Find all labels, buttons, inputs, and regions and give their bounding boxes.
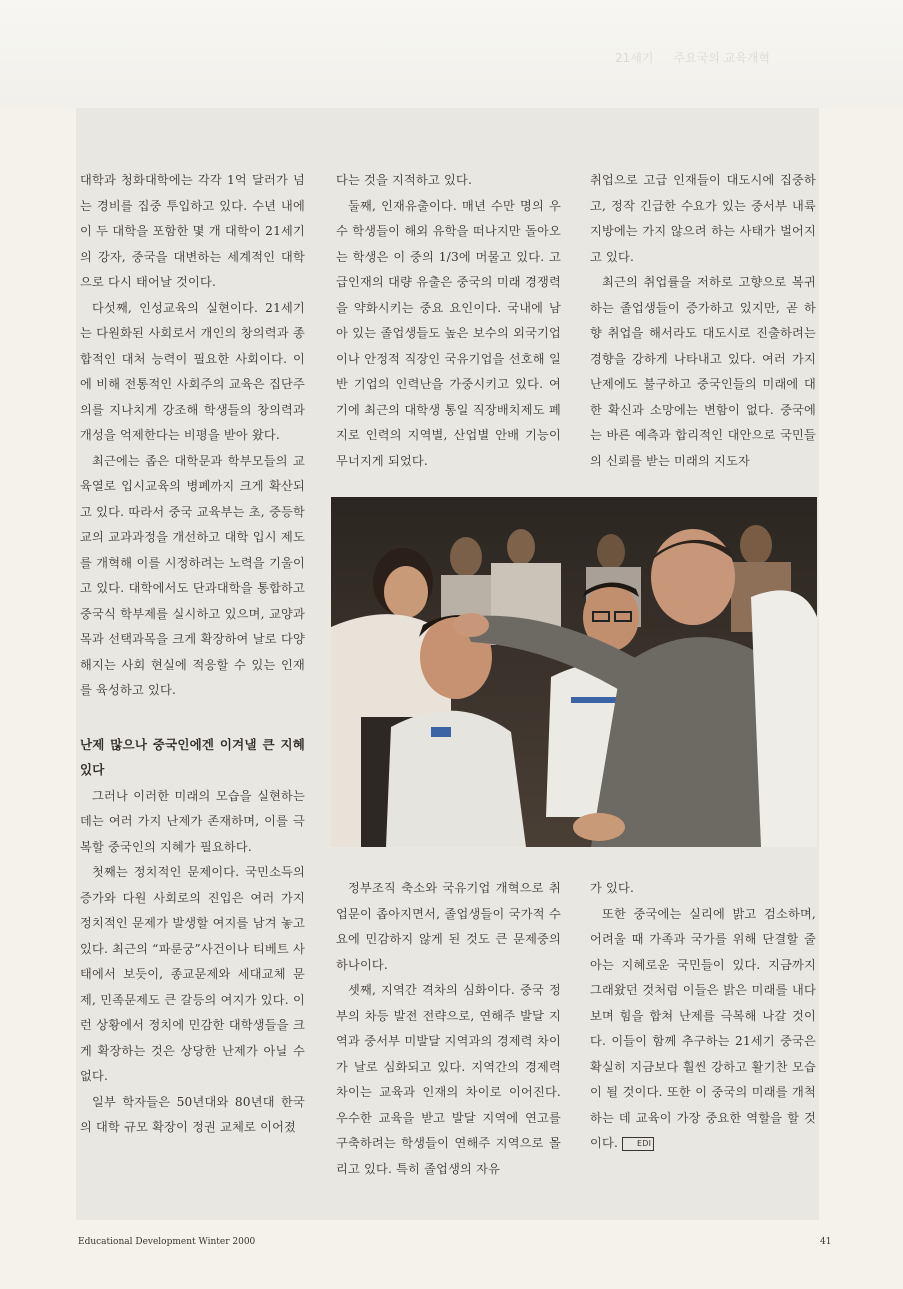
paragraph: 첫째는 정치적인 문제이다. 국민소득의 증가와 다원 사회로의 진입은 여러 가지 정치적인 문제가 발생할 여지를 남겨 놓고 있다. 최근의 “파룬궁”사건이나 티베트 사태에서 보듯이, 종교문제와 세대교체 문제, 민족문제도 큰 갈등의 여지가 있다. 이런 상황에서 정치에 민감한 대학생들을 크게 확장하는 것은 상당한 난제가 아닐 수 없다.: [80, 865, 305, 1083]
running-head-right: 주요국의 교육개혁: [673, 50, 771, 65]
paragraph: 둘째, 인재유출이다. 매년 수만 명의 우수 학생들이 해외 유학을 떠나지만 돌아오는 학생은 이 중의 1/3에 머물고 있다. 고급인재의 대량 유출은 중국의 미래 경쟁력을 약화시키는 중요 요인이다. 국내에 남아 있는 졸업생들도 높은 보수의 외국기업이나 안정적 직장인 국유기업을 선호해 일반 기업의 인력난을 가중시키고 있다. 여기에 최근의 대학생 통일 직장배치제도 폐지로 인력의 지역별, 산업별 안배 기능이 무너지게 되었다.: [336, 198, 561, 468]
paragraph: 셋째, 지역간 격차의 심화이다. 중국 정부의 차등 발전 전략으로, 연해주 발달 지역과 중서부 미발달 지역과의 경제력 차이가 날로 심화되고 있다. 지역간의 경제력 차이는 교육과 인재의 차이로 이어진다. 우수한 교육을 받고 발달 지역에 연고를 구축하려는 학생들이 연해주 지역으로 몰리고 있다. 특히 졸업생의 자유: [336, 983, 561, 1176]
article-photo: [331, 497, 817, 847]
paragraph: 최근의 취업률을 저하로 고향으로 복귀하는 졸업생들이 증가하고 있지만, 곧 하향 취업을 해서라도 대도시로 진출하려는 경향을 강하게 나타내고 있다. 여러 가지 난제에도 불구하고 중국인들의 미래에 대한 확신과 소망에는 변함이 없다. 중국에는 바른 예측과 합리적인 대안으로 국민들의 신뢰를 받는 미래의 지도자: [590, 275, 816, 468]
paragraph: 대학과 청화대학에는 각각 1억 달러가 넘는 경비를 집중 투입하고 있다. 수년 내에 이 두 대학을 포함한 몇 개 대학이 21세기의 강자, 중국을 대변하는 세계적인 대학으로 다시 태어날 것이다.: [80, 173, 305, 289]
page-number: 41: [820, 1237, 832, 1247]
end-mark: EDI: [622, 1137, 654, 1151]
paragraph: [590, 902, 816, 1157]
text-column-5: [590, 876, 816, 1157]
section-heading: 난제 많으나 중국인에겐 이겨낼 큰 지혜 있다: [80, 736, 305, 777]
paragraph: 다섯째, 인성교육의 실현이다. 21세기는 다원화된 사회로서 개인의 창의력과 종합적인 대처 능력이 필요한 사회이다. 이에 비해 전통적인 사회주의 교육은 집단주의를 지나치게 강조해 학생들의 창의력과 개성을 억제한다는 비평을 받아 왔다.: [80, 300, 305, 442]
running-head-left: 21세기: [615, 50, 654, 65]
paragraph: 최근에는 좁은 대학문과 학부모들의 교육열로 입시교육의 병폐까지 크게 확산되고 있다. 따라서 중국 교육부는 초, 중등학교의 교과과정을 개선하고 대학 입시 제도를 개혁해 이를 시정하려는 노력을 기울이고 있다. 대학에서도 단과대학을 통합하고 중국식 학부제를 실시하고 있으며, 교양과목과 선택과목을 크게 확장하여 날로 다양해지는 사회 현실에 적응할 수 있는 인재를 육성하고 있다.: [80, 453, 305, 697]
publication-footer: Educational Development Winter 2000: [78, 1237, 256, 1247]
text-column-4: [336, 876, 561, 1182]
paragraph: 정부조직 축소와 국유기업 개혁으로 취업문이 좁아지면서, 졸업생들이 국가적 수요에 민감하지 않게 된 것도 큰 문제중의 하나이다.: [336, 881, 561, 972]
photo-illustration: [331, 497, 817, 847]
paragraph: 그러나 이러한 미래의 모습을 실현하는 데는 여러 가지 난제가 존재하며, 이를 극복할 중국인의 지혜가 필요하다.: [80, 788, 305, 854]
text-column-2: [336, 168, 561, 474]
text-column-1: [80, 168, 305, 1141]
paragraph-text: 또한 중국에는 실리에 밝고 검소하며, 어려울 때 가족과 국가를 위해 단결할 줄 아는 지혜로운 국민들이 있다. 지금까지 그래왔던 것처럼 이들은 밝은 미래를 내다보며 힘을 합쳐 난제를 극복해 나갈 것이다. 이들이 함께 추구하는 21세기 중국은 확실히 지금보다 훨씬 강하고 활기찬 모습이 될 것이다. 또한 이 중국의 미래를 개척하는 데 교육이 가장 중요한 역할을 할 것이다.: [590, 906, 816, 1150]
running-head: [615, 44, 855, 70]
paragraph: 다는 것을 지적하고 있다.: [336, 173, 473, 187]
paragraph: 가 있다.: [590, 881, 635, 895]
paragraph: 일부 학자들은 50년대와 80년대 한국의 대학 규모 확장이 정권 교체로 이어졌: [80, 1094, 305, 1134]
text-column-3: [590, 168, 816, 474]
paragraph: 취업으로 고급 인재들이 대도시에 집중하고, 정작 긴급한 수요가 있는 중서부 내륙 지방에는 가지 않으려 하는 사태가 벌어지고 있다.: [590, 173, 816, 264]
